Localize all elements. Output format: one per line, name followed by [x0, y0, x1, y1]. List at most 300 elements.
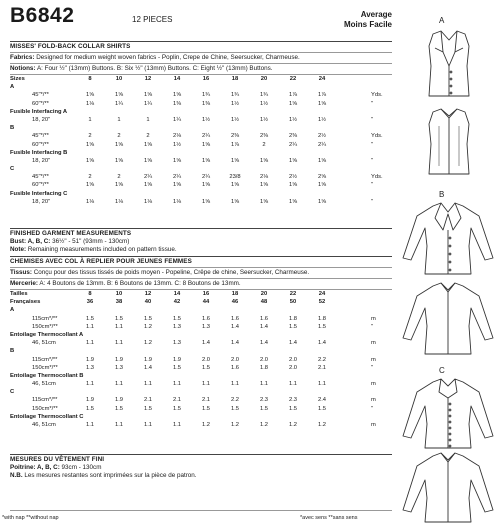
fabrics-line: [10, 54, 392, 61]
amount-cell: 1⅝: [143, 182, 153, 189]
difficulty-en: Average: [360, 10, 392, 19]
amount-cell: 1⅝: [288, 157, 298, 164]
amount-cell: 1⅝: [114, 92, 124, 99]
french-size-column-header: 44: [202, 299, 210, 306]
amount-cell: 1.5: [288, 405, 298, 412]
amount-cell: 2.4: [317, 397, 327, 404]
amount-cell: 1.5: [114, 405, 124, 412]
amount-cell: 1⅝: [259, 198, 269, 205]
amount-cell: 1.1: [317, 381, 327, 388]
nb-text: Les mesures restantes sont imprimées sur la pièce de patron.: [24, 472, 197, 479]
amount-cell: 1.4: [230, 323, 240, 330]
row-label: 150cm*/**: [32, 405, 58, 412]
tailles-label: Tailles: [10, 291, 28, 297]
tissus-line: [10, 269, 392, 276]
note-line: [10, 246, 392, 253]
row-label: Entoilage Thermocollant C: [10, 413, 84, 420]
amount-cell: 1.6: [230, 315, 240, 322]
amount-cell: 2: [88, 133, 92, 140]
fabric-width-row: [10, 142, 392, 150]
amount-cell: 1⅝: [114, 182, 124, 189]
size-column-header: 10: [115, 291, 123, 297]
unit-label: ": [371, 198, 374, 205]
yardage-table-fr: [10, 291, 392, 430]
amount-cell: 1⅝: [288, 100, 298, 107]
amount-cell: 2: [88, 174, 92, 181]
footer-nap-fr: *avec sens **sans sens: [300, 515, 358, 521]
amount-cell: 1.9: [172, 356, 182, 363]
amount-cell: 1⅜: [201, 100, 211, 107]
size-column-header: 24: [318, 291, 326, 297]
amount-cell: 1.6: [230, 364, 240, 371]
poitrine-line: [10, 464, 392, 471]
fabrics-text: Designed for medium weight woven fabrics - Poplin, Crepe de Chine, Seersucker, Charmeuse.: [36, 54, 300, 61]
difficulty-fr: Moins Facile: [343, 20, 392, 29]
french-size-column-header: 52: [318, 299, 326, 306]
amount-cell: 1.1: [201, 381, 211, 388]
amount-cell: 2.2: [230, 397, 240, 404]
row-label: C: [10, 389, 15, 396]
amount-cell: 2.0: [288, 356, 298, 363]
fabric-width-row: [10, 316, 392, 324]
amount-cell: 1⅝: [201, 198, 211, 205]
pattern-number: B6842: [10, 4, 75, 27]
amount-cell: 1½: [317, 116, 327, 123]
amount-cell: 1⅝: [259, 157, 269, 164]
amount-cell: 1.2: [317, 422, 327, 428]
fabric-width-row: [10, 357, 392, 365]
amount-cell: 2.1: [143, 397, 153, 404]
row-label: Entoilage Thermocollant B: [10, 372, 84, 379]
amount-cell: 1⅝: [317, 182, 327, 189]
unit-label: Yds.: [371, 133, 383, 140]
poitrine-label: Poitrine: A, B, C:: [10, 464, 60, 471]
amount-cell: 1½: [259, 100, 269, 107]
interfacing-subheader-row: [10, 191, 392, 199]
amount-cell: 2⅜: [230, 133, 240, 140]
row-label: 115cm*/**: [32, 356, 58, 363]
amount-cell: 2¼: [201, 133, 211, 140]
size-column-header: 20: [260, 291, 268, 297]
amount-cell: 1½: [201, 116, 211, 123]
row-label: 18, 20": [32, 198, 51, 205]
view-group-row: [10, 84, 392, 92]
amount-cell: 1¼: [172, 116, 182, 123]
mercerie-label: Mercerie:: [10, 280, 39, 287]
amount-cell: 1⅞: [288, 92, 298, 99]
unit-label: ": [371, 182, 374, 189]
amount-cell: 2¼: [172, 174, 182, 181]
view-group-row: [10, 307, 392, 315]
unit-label: m: [371, 356, 376, 363]
size-column-header: 16: [202, 76, 210, 82]
amount-cell: 1⅝: [114, 157, 124, 164]
fabric-width-row: [10, 199, 392, 207]
amount-cell: 1.4: [201, 340, 211, 347]
amount-cell: 2.0: [201, 356, 211, 363]
divider: [10, 52, 392, 53]
amount-cell: 2: [117, 174, 121, 181]
amount-cell: 1: [88, 116, 92, 123]
divider: [10, 74, 392, 75]
amount-cell: 2: [117, 133, 121, 140]
notions-line: [10, 65, 392, 72]
size-column-header: 8: [88, 291, 92, 297]
amount-cell: 1: [117, 116, 121, 123]
row-label: Fusible Interfacing A: [10, 108, 68, 115]
amount-cell: 1⅛: [85, 100, 95, 107]
amount-cell: 1.5: [85, 315, 95, 322]
view-c-long-sleeve-shirt-illustrations: [399, 376, 497, 524]
amount-cell: 1½: [230, 100, 240, 107]
amount-cell: 2.0: [259, 356, 269, 363]
mercerie-line: [10, 280, 392, 287]
size-column-header: 12: [144, 291, 152, 297]
amount-cell: 2½: [317, 133, 327, 140]
piece-count: 12 PIECES: [132, 15, 173, 24]
amount-cell: 1.4: [143, 364, 153, 371]
unit-label: ": [371, 405, 374, 412]
amount-cell: 1.3: [201, 323, 211, 330]
amount-cell: 1½: [230, 116, 240, 123]
unit-label: ": [371, 141, 374, 148]
divider: [10, 256, 392, 257]
amount-cell: 1⅝: [259, 182, 269, 189]
divider: [10, 510, 392, 511]
size-column-header: 8: [88, 76, 92, 82]
english-title: MISSES' FOLD-BACK COLLAR SHIRTS: [10, 43, 131, 50]
amount-cell: 1.2: [143, 340, 153, 347]
amount-cell: 2.2: [317, 356, 327, 363]
amount-cell: 1⅝: [143, 157, 153, 164]
amount-cell: 1⅝: [317, 100, 327, 107]
amount-cell: 1⅞: [230, 141, 240, 148]
fabric-width-row: [10, 182, 392, 190]
amount-cell: 1⅛: [172, 198, 182, 205]
row-label: 18, 20": [32, 116, 51, 123]
amount-cell: 1.2: [201, 422, 211, 428]
amount-cell: 1⅝: [317, 157, 327, 164]
interfacing-subheader-row: [10, 150, 392, 158]
fabric-width-row: [10, 406, 392, 414]
divider: [10, 267, 392, 268]
row-label: 45"*/**: [32, 133, 49, 140]
amount-cell: 2.0: [288, 364, 298, 371]
amount-cell: 1½: [288, 116, 298, 123]
amount-cell: 1½: [172, 141, 182, 148]
amount-cell: 1.1: [230, 381, 240, 388]
amount-cell: 1.3: [114, 364, 124, 371]
amount-cell: 2.3: [259, 397, 269, 404]
row-label: 45"*/**: [32, 174, 49, 181]
amount-cell: 1.5: [201, 405, 211, 412]
size-column-header: 18: [231, 76, 239, 82]
amount-cell: 2⅝: [317, 174, 327, 181]
amount-cell: 23/8: [229, 174, 241, 181]
french-size-column-header: 48: [260, 299, 268, 306]
row-label: C: [10, 166, 15, 173]
amount-cell: 1.5: [201, 364, 211, 371]
amount-cell: 2⅛: [172, 133, 182, 140]
amount-cell: 1.1: [288, 381, 298, 388]
amount-cell: 2.1: [201, 397, 211, 404]
divider: [10, 228, 392, 229]
amount-cell: 2.0: [230, 356, 240, 363]
amount-cell: 1⅝: [85, 182, 95, 189]
row-label: 46, 51cm: [32, 422, 56, 428]
amount-cell: 1.1: [85, 323, 95, 330]
amount-cell: 1⅝: [85, 141, 95, 148]
amount-cell: 2⅛: [259, 174, 269, 181]
row-label: 115cm*/**: [32, 397, 58, 404]
amount-cell: 1⅝: [172, 157, 182, 164]
amount-cell: 2⅜: [288, 133, 298, 140]
row-label: B: [10, 125, 15, 132]
amount-cell: 1.4: [259, 323, 269, 330]
unit-label: ": [371, 157, 374, 164]
row-label: 60"*/**: [32, 182, 49, 189]
amount-cell: 1.4: [259, 340, 269, 347]
amount-cell: 2.1: [172, 397, 182, 404]
size-column-header: 24: [318, 76, 326, 82]
nb-line: [10, 472, 392, 479]
amount-cell: 1.5: [317, 323, 327, 330]
amount-cell: 2.3: [288, 397, 298, 404]
amount-cell: 1.5: [143, 315, 153, 322]
amount-cell: 1.1: [172, 381, 182, 388]
row-label: 45"*/**: [32, 92, 49, 99]
size-column-header: 22: [289, 291, 297, 297]
tailles-header-row: [10, 291, 392, 299]
amount-cell: 2: [146, 133, 150, 140]
amount-cell: 1⅝: [143, 92, 153, 99]
amount-cell: 1⅝: [114, 141, 124, 148]
amount-cell: 1.1: [85, 340, 95, 347]
french-size-column-header: 38: [115, 299, 123, 306]
fabric-width-row: [10, 397, 392, 405]
poitrine-text: 93cm - 130cm: [61, 464, 102, 471]
amount-cell: 1.1: [143, 422, 153, 428]
francaises-label: Françaises: [10, 299, 41, 306]
unit-label: ": [371, 323, 374, 330]
amount-cell: 1.8: [317, 315, 327, 322]
row-label: 60"*/**: [32, 100, 49, 107]
fabric-width-row: [10, 101, 392, 109]
amount-cell: 1.9: [143, 356, 153, 363]
french-size-column-header: 40: [144, 299, 152, 306]
amount-cell: 1⅝: [143, 141, 153, 148]
fabric-width-row: [10, 324, 392, 332]
amount-cell: 1.9: [114, 356, 124, 363]
fabric-width-row: [10, 174, 392, 182]
amount-cell: 1⅝: [230, 198, 240, 205]
amount-cell: 1.1: [172, 422, 182, 428]
view-c-label: C: [439, 366, 445, 375]
amount-cell: 1¼: [143, 100, 153, 107]
amount-cell: 1⅜: [172, 100, 182, 107]
amount-cell: 1⅝: [230, 157, 240, 164]
row-label: Entoilage Thermocollant A: [10, 331, 84, 338]
view-group-row: [10, 348, 392, 356]
row-label: 46, 51cm: [32, 381, 56, 388]
french-size-column-header: 50: [289, 299, 297, 306]
mesures-title: MESURES DU VÊTEMENT FINI: [10, 456, 105, 463]
row-label: 115cm*/**: [32, 315, 58, 322]
amount-cell: 1.2: [143, 323, 153, 330]
interfacing-subheader-row: [10, 414, 392, 422]
amount-cell: 1.1: [114, 422, 124, 428]
amount-cell: 1⅝: [172, 182, 182, 189]
divider: [10, 454, 392, 455]
amount-cell: 1.6: [259, 315, 269, 322]
amount-cell: 1⅛: [143, 198, 153, 205]
amount-cell: 1.4: [230, 340, 240, 347]
fabrics-label: Fabrics:: [10, 54, 35, 61]
size-column-header: 14: [173, 76, 181, 82]
amount-cell: 1⅛: [85, 198, 95, 205]
amount-cell: 1.1: [114, 381, 124, 388]
unit-label: ": [371, 364, 374, 371]
unit-label: m: [371, 315, 376, 322]
amount-cell: 1.4: [317, 340, 327, 347]
interfacing-subheader-row: [10, 373, 392, 381]
amount-cell: 1½: [259, 116, 269, 123]
bust-line: [10, 238, 392, 245]
row-label: A: [10, 84, 15, 91]
finished-title: FINISHED GARMENT MEASUREMENTS: [10, 230, 132, 237]
amount-cell: 1.8: [259, 364, 269, 371]
sizes-header-row: [10, 76, 392, 84]
row-label: 150cm*/**: [32, 323, 58, 330]
amount-cell: 2¼: [288, 141, 298, 148]
row-label: A: [10, 307, 15, 314]
french-title: CHEMISES AVEC COL À REPLIER POUR JEUNES FEMMES: [10, 258, 192, 265]
amount-cell: 2¼: [201, 174, 211, 181]
fabric-width-row: [10, 92, 392, 100]
row-label: 60"*/**: [32, 141, 49, 148]
french-size-column-header: 42: [173, 299, 181, 306]
amount-cell: 1.1: [143, 381, 153, 388]
view-group-row: [10, 125, 392, 133]
amount-cell: 1.3: [85, 364, 95, 371]
french-size-column-header: 46: [231, 299, 239, 306]
size-column-header: 20: [260, 76, 268, 82]
divider: [10, 289, 392, 290]
amount-cell: 1⅝: [317, 198, 327, 205]
view-group-row: [10, 389, 392, 397]
amount-cell: 1.3: [172, 323, 182, 330]
row-label: 150cm*/**: [32, 364, 58, 371]
amount-cell: 1¾: [230, 92, 240, 99]
amount-cell: 1.5: [259, 405, 269, 412]
amount-cell: 2½: [288, 174, 298, 181]
amount-cell: 1.1: [114, 323, 124, 330]
amount-cell: 1.1: [259, 381, 269, 388]
fabric-width-row: [10, 158, 392, 166]
amount-cell: 1.5: [143, 405, 153, 412]
amount-cell: 1⅝: [201, 141, 211, 148]
amount-cell: 1⅝: [288, 198, 298, 205]
fabric-width-row: [10, 133, 392, 141]
views-column: [395, 4, 500, 524]
unit-label: ": [371, 116, 374, 123]
amount-cell: 1¼: [114, 100, 124, 107]
amount-cell: 1⅞: [317, 92, 327, 99]
amount-cell: 1.1: [85, 422, 95, 428]
unit-label: m: [371, 340, 376, 347]
amount-cell: 1.5: [85, 405, 95, 412]
amount-cell: 2.1: [317, 364, 327, 371]
amount-cell: 1.1: [114, 340, 124, 347]
size-column-header: 18: [231, 291, 239, 297]
amount-cell: 1.5: [172, 405, 182, 412]
amount-cell: 1.9: [114, 397, 124, 404]
amount-cell: 1⅝: [230, 182, 240, 189]
row-label: B: [10, 348, 15, 355]
amount-cell: 1.5: [230, 405, 240, 412]
amount-cell: 1.5: [172, 315, 182, 322]
amount-cell: 1.6: [201, 315, 211, 322]
view-a-sleeveless-shirt-illustrations: [403, 26, 495, 186]
yardage-table-en: [10, 76, 392, 207]
fabric-width-row: [10, 422, 392, 430]
mercerie-text: A: 4 Boutons de 13mm. B: 6 Boutons de 13mm. C: 8 Boutons de 13mm.: [39, 280, 241, 287]
amount-cell: 1.9: [85, 397, 95, 404]
note-text: Remaining measurements included on pattern tissue.: [27, 246, 177, 253]
view-b-label: B: [439, 190, 445, 199]
amount-cell: 1¾: [201, 92, 211, 99]
french-size-column-header: 36: [86, 299, 94, 306]
divider: [10, 41, 392, 42]
amount-cell: 2⅜: [259, 133, 269, 140]
view-b-long-sleeve-shirt-illustrations: [399, 200, 497, 360]
divider: [10, 63, 392, 64]
sizes-label: Sizes: [10, 76, 25, 82]
amount-cell: 1.5: [172, 364, 182, 371]
tissus-text: Conçu pour des tissus tissés de poids moyen - Popeline, Crêpe de chine, Seersucker, Charmeuse.: [33, 269, 310, 276]
size-column-header: 22: [289, 76, 297, 82]
amount-cell: 1.1: [85, 381, 95, 388]
fabric-width-row: [10, 117, 392, 125]
footer-nap-en: *with nap **without nap: [2, 515, 59, 521]
row-label: 18, 20": [32, 157, 51, 164]
amount-cell: 1: [146, 116, 150, 123]
amount-cell: 1.2: [230, 422, 240, 428]
amount-cell: 1.5: [288, 323, 298, 330]
amount-cell: 1.9: [85, 356, 95, 363]
amount-cell: 1⅝: [288, 182, 298, 189]
row-label: Fusible Interfacing C: [10, 190, 68, 197]
notions-label: Notions:: [10, 65, 36, 72]
amount-cell: 1⅝: [201, 182, 211, 189]
amount-cell: 1⅝: [172, 92, 182, 99]
interfacing-subheader-row: [10, 109, 392, 117]
view-a-label: A: [439, 16, 445, 25]
amount-cell: 1.5: [114, 315, 124, 322]
fabric-width-row: [10, 340, 392, 348]
amount-cell: 1¾: [259, 92, 269, 99]
amount-cell: 2¼: [317, 141, 327, 148]
unit-label: m: [371, 381, 376, 388]
unit-label: Yds.: [371, 92, 383, 99]
amount-cell: 1.2: [259, 422, 269, 428]
unit-label: Yds.: [371, 174, 383, 181]
amount-cell: 1.4: [288, 340, 298, 347]
bust-text: 36½" - 51" (93mm - 130cm): [52, 238, 130, 245]
amount-cell: 1.8: [288, 315, 298, 322]
size-column-header: 16: [202, 291, 210, 297]
note-label: Note:: [10, 246, 27, 253]
